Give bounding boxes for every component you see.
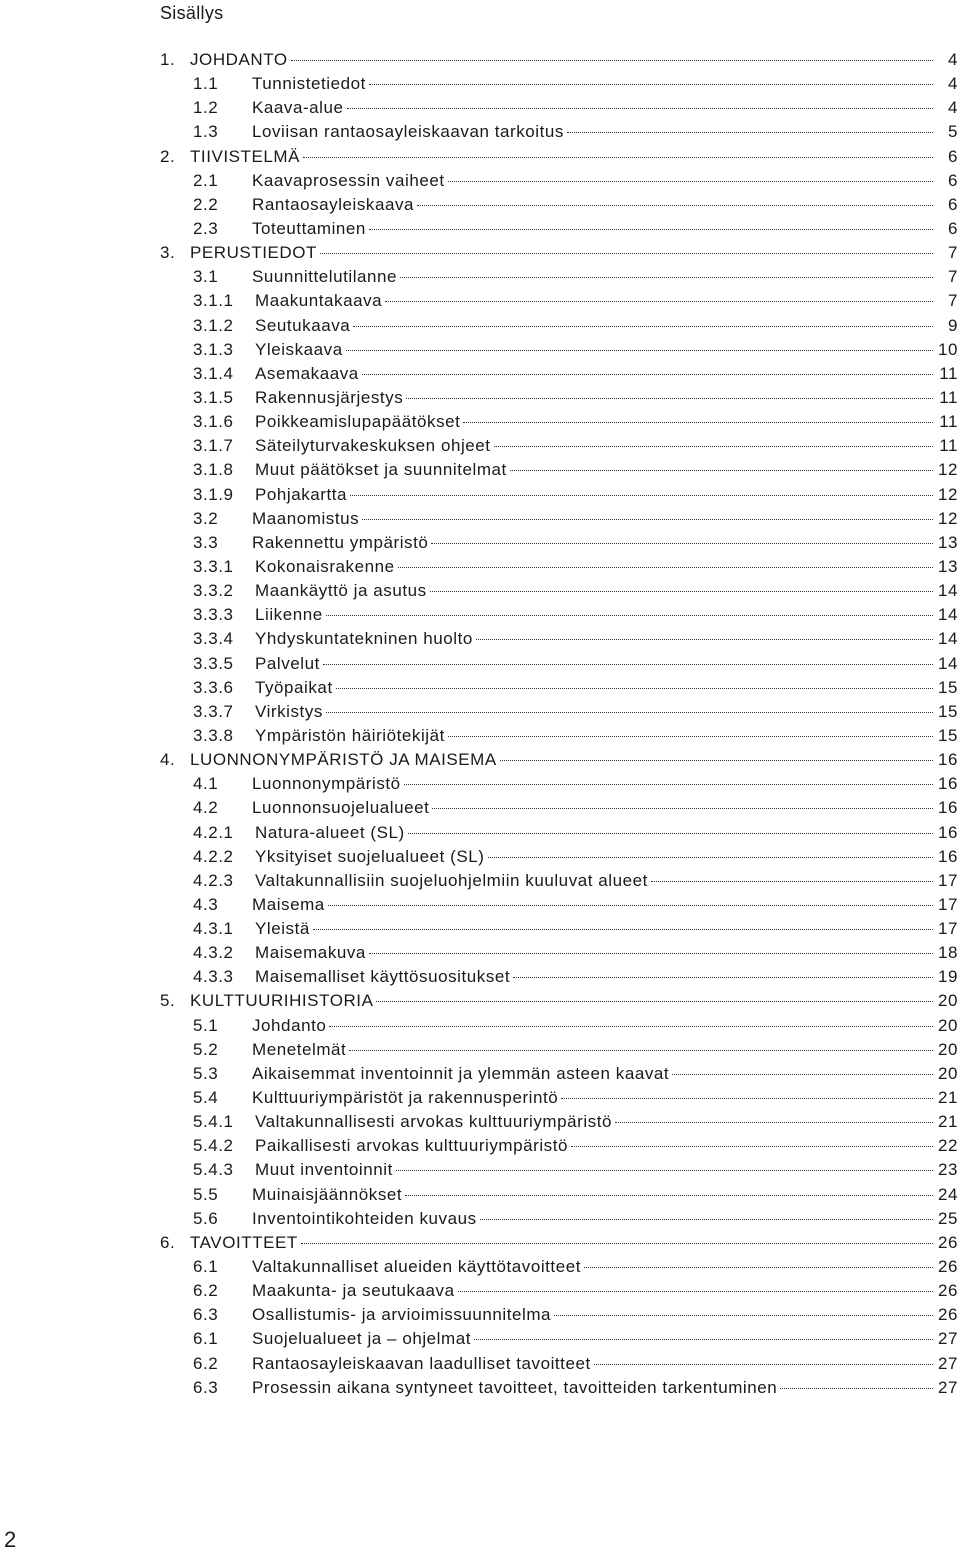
toc-entry[interactable] [160,195,958,219]
toc-entry-number: 4.3.1 [193,919,234,939]
toc-entry-page: 27 [937,1377,958,1397]
toc-entry[interactable] [160,316,958,340]
toc-entry-title: Säteilyturvakeskuksen ohjeet [255,436,491,456]
toc-entry-number: 5.5 [193,1184,219,1204]
toc-entry-page: 6 [947,218,958,238]
dot-leader [326,615,933,616]
toc-entry-number: 3.1.1 [193,291,234,311]
toc-entry-page: 6 [947,170,958,190]
toc-entry[interactable] [160,847,958,871]
toc-entry-title: Maisemakuva [255,943,366,963]
toc-entry-number: 3. [160,243,176,263]
toc-entry[interactable] [160,340,958,364]
toc-entry-page: 12 [937,460,958,480]
toc-entry[interactable] [160,1112,958,1136]
dot-leader [513,977,933,978]
dot-leader [328,905,933,906]
toc-entry-page: 14 [937,581,958,601]
toc-entry-page: 19 [937,967,958,987]
toc-entry-title: PERUSTIEDOT [190,243,317,263]
dot-leader [408,833,933,834]
toc-entry[interactable] [160,98,958,122]
toc-entry-page: 20 [937,1039,958,1059]
toc-entry-page: 11 [939,436,958,456]
toc-entry-title: Valtakunnalliset alueiden käyttötavoitteet [252,1257,581,1277]
toc-entry[interactable] [160,171,958,195]
toc-entry[interactable] [160,798,958,822]
toc-entry[interactable] [160,1064,958,1088]
dot-leader [301,1243,933,1244]
toc-entry-number: 4.2.2 [193,846,234,866]
toc-entry-page: 27 [937,1353,958,1373]
toc-entry-page: 15 [937,677,958,697]
toc-entry[interactable] [160,967,958,991]
toc-entry-title: Muut inventoinnit [255,1160,393,1180]
dot-leader [510,470,933,471]
toc-entry-title: Maisemalliset käyttösuositukset [255,967,511,987]
toc-entry-title: JOHDANTO [190,50,288,69]
dot-leader [458,1291,933,1292]
dot-leader [615,1122,933,1123]
toc-entry-title: Osallistumis- ja arvioimissuunnitelma [252,1305,552,1325]
toc-entry-number: 6.3 [193,1377,219,1397]
toc-entry[interactable] [160,460,958,484]
toc-entry-page: 21 [937,1112,958,1132]
toc-entry-number: 3.3.5 [193,653,234,673]
dot-leader [780,1388,933,1389]
dot-leader [406,398,933,399]
toc-entry-title: Suunnittelutilanne [252,267,398,287]
dot-leader [448,736,933,737]
toc-entry[interactable] [160,702,958,726]
dot-leader [480,1219,933,1220]
toc-entry-title: Suojelualueet ja – ohjelmat [252,1329,471,1349]
toc-entry[interactable] [160,436,958,460]
toc-entry-title: Valtakunnallisiin suojeluohjelmiin kuuluvat alueet [255,870,648,890]
toc-entry-number: 3.3.3 [193,605,234,625]
toc-entry-page: 23 [937,1160,958,1180]
toc-entry-title: Prosessin aikana syntyneet tavoitteet, tavoitteiden tarkentuminen [252,1377,778,1397]
dot-leader [494,446,933,447]
toc-entry-title: Asemakaava [255,363,359,383]
dot-leader [385,301,933,302]
toc-entry-title: Kaavaprosessin vaiheet [252,170,445,190]
toc-entry-page: 13 [937,556,958,576]
toc-entry-page: 20 [937,1015,958,1035]
dot-leader [488,857,934,858]
toc-entry-page: 7 [947,243,958,263]
toc-entry-page: 16 [937,798,958,818]
toc-entry-number: 3.1.7 [193,436,234,456]
dot-leader [349,1050,933,1051]
dot-leader [291,60,933,61]
toc-entry-number: 3.1.2 [193,315,234,335]
toc-entry[interactable] [160,147,958,171]
toc-entry-title: Rakennettu ympäristö [252,532,429,552]
toc-entry-title: Pohjakartta [255,484,348,504]
toc-entry-title: Johdanto [252,1015,327,1035]
dot-leader [350,495,933,496]
dot-leader [346,350,933,351]
toc-entry-number: 4.2 [193,798,219,818]
toc-entry-page: 12 [937,508,958,528]
toc-entry-number: 3.2 [193,508,219,528]
toc-entry-number: 4.3.2 [193,943,234,963]
toc-entry-page: 4 [947,98,958,118]
toc-entry-number: 2.3 [193,218,219,238]
toc-entry-number: 5.4.3 [193,1160,234,1180]
toc-entry-number: 5.1 [193,1015,219,1035]
toc-entry-number: 4. [160,750,176,770]
toc-entry-number: 2. [160,146,176,166]
dot-leader [398,567,933,568]
toc-entry-number: 1.3 [193,122,219,142]
toc-entry-page: 22 [937,1136,958,1156]
toc-entry-number: 3.1.6 [193,412,234,432]
toc-entry-number: 3.1.4 [193,363,234,383]
toc-entry-title: Kaava-alue [252,98,344,118]
toc-entry-title: Palvelut [255,653,320,673]
toc-entry-number: 4.3.3 [193,967,234,987]
dot-leader [430,591,933,592]
toc-entry-number: 6.3 [193,1305,219,1325]
toc-entry-page: 26 [937,1257,958,1277]
toc-entry-number: 3.1.8 [193,460,234,480]
toc-entry-page: 26 [937,1281,958,1301]
toc-entry-title: Maankäyttö ja asutus [255,581,427,601]
toc-entry[interactable] [160,1088,958,1112]
toc-entry[interactable] [160,1305,958,1329]
toc-entry-number: 3.1.5 [193,387,234,407]
toc-entry-number: 5.2 [193,1039,219,1059]
toc-entry[interactable] [160,678,958,702]
dot-leader [431,543,933,544]
dot-leader [347,108,933,109]
toc-entry[interactable] [160,919,958,943]
toc-entry-title: Maanomistus [252,508,360,528]
toc-entry[interactable] [160,74,958,98]
toc-entry-page: 13 [937,532,958,552]
toc-entry-number: 6.1 [193,1257,219,1277]
toc-entry-title: Maakunta- ja seutukaava [252,1281,455,1301]
dot-leader [353,326,933,327]
toc-entry-title: TAVOITTEET [190,1232,298,1252]
toc-entry-number: 3.3.2 [193,581,234,601]
toc-entry-page: 5 [947,122,958,142]
toc-entry[interactable] [160,654,958,678]
toc-entry-number: 6.2 [193,1281,219,1301]
toc-entry-title: Työpaikat [255,677,333,697]
dot-leader [362,519,933,520]
toc-entry-number: 5.6 [193,1208,219,1228]
toc-entry-number: 3.1.9 [193,484,234,504]
toc-entry-number: 3.3.8 [193,725,234,745]
toc-entry[interactable] [160,895,958,919]
toc-entry[interactable] [160,485,958,509]
toc-entry-number: 1.2 [193,98,219,118]
toc-entry-number: 5.3 [193,1063,219,1083]
toc-entry-title: Kulttuuriympäristöt ja rakennusperintö [252,1088,559,1108]
toc-entry-title: Muinaisjäännökset [252,1184,403,1204]
dot-leader [672,1074,933,1075]
toc-entry[interactable] [160,291,958,315]
dot-leader [567,132,933,133]
toc-entry-page: 21 [937,1088,958,1108]
toc-entry-page: 15 [937,725,958,745]
toc-entry[interactable] [160,1281,958,1305]
dot-leader [448,181,933,182]
toc-entry-page: 20 [937,1063,958,1083]
toc-entry[interactable] [160,1016,958,1040]
toc-entry-page: 25 [937,1208,958,1228]
dot-leader [432,808,933,809]
toc-entry[interactable] [160,219,958,243]
toc-entry[interactable] [160,1185,958,1209]
toc-entry-title: KULTTUURIHISTORIA [190,991,374,1011]
toc-entry-page: 9 [947,315,958,335]
toc-entry-page: 14 [937,653,958,673]
toc-entry-number: 3.1.3 [193,339,234,359]
toc-entry-number: 6.2 [193,1353,219,1373]
dot-leader [323,664,933,665]
toc-entry[interactable] [160,1329,958,1353]
toc-entry[interactable] [160,943,958,967]
toc-entry-title: Maakuntakaava [255,291,383,311]
toc-entry-title: Rantaosayleiskaavan laadulliset tavoitteet [252,1353,591,1373]
toc-entry[interactable] [160,243,958,267]
toc-entry-number: 3.3.4 [193,629,234,649]
toc-entry[interactable] [160,1257,958,1281]
toc-entry-title: Yleiskaava [255,339,343,359]
toc-entry-title: Luonnonympäristö [252,774,401,794]
toc-entry-title: Paikallisesti arvokas kulttuuriympäristö [255,1136,568,1156]
toc-entry[interactable] [160,557,958,581]
toc-entry-title: Aikaisemmat inventoinnit ja ylemmän asteen kaavat [252,1063,670,1083]
toc-entry-title: Valtakunnallisesti arvokas kulttuuriympäristö [255,1112,613,1132]
toc-entry-title: Menetelmät [252,1039,347,1059]
toc-entry-number: 4.2.3 [193,870,234,890]
toc-entry[interactable] [160,509,958,533]
toc-entry-title: Yksityiset suojelualueet (SL) [255,846,485,866]
dot-leader [554,1315,933,1316]
toc-entry-page: 4 [947,74,958,94]
toc-entry-number: 5. [160,991,176,1011]
dot-leader [404,784,933,785]
toc-entry-page: 7 [947,291,958,311]
toc-entry-page: 14 [937,605,958,625]
toc-entry-number: 6.1 [193,1329,219,1349]
toc-entry-page: 17 [937,894,958,914]
toc-entry-page: 17 [937,919,958,939]
dot-leader [400,277,933,278]
toc-entry[interactable] [160,1136,958,1160]
dot-leader [336,688,933,689]
toc-entry[interactable] [160,1160,958,1184]
toc-entry-number: 3.3.6 [193,677,234,697]
toc-entry[interactable] [160,774,958,798]
toc-entry-number: 5.4 [193,1088,219,1108]
toc-entry-page: 16 [937,846,958,866]
toc-entry-title: Inventointikohteiden kuvaus [252,1208,477,1228]
toc-entry-number: 6. [160,1232,176,1252]
dot-leader [500,760,933,761]
toc-entry-number: 4.2.1 [193,822,234,842]
toc-entry[interactable] [160,267,958,291]
toc-entry-title: Liikenne [255,605,323,625]
dot-leader [369,229,933,230]
dot-leader [329,1026,933,1027]
toc-entry-page: 18 [937,943,958,963]
dot-leader [651,881,933,882]
toc-entry[interactable] [160,991,958,1015]
dot-leader [313,929,933,930]
dot-leader [561,1098,933,1099]
dot-leader [417,205,933,206]
toc-entry-number: 2.2 [193,194,219,214]
dot-leader [571,1146,933,1147]
dot-leader [376,1001,933,1002]
dot-leader [369,84,933,85]
page-number: 2 [4,1527,17,1552]
toc-entry-page: 11 [939,363,958,383]
toc-entry-page: 12 [937,484,958,504]
toc-entry-number: 2.1 [193,170,219,190]
toc-entry-title: Toteuttaminen [252,218,366,238]
toc-entry-page: 14 [937,629,958,649]
toc-entry[interactable] [160,629,958,653]
dot-leader [594,1364,933,1365]
toc-entry-number: 3.3.7 [193,701,234,721]
toc-entry-number: 4.3 [193,894,219,914]
toc-entry[interactable] [160,122,958,146]
page-title: Sisällys [160,3,224,23]
toc-entry-title: Loviisan rantaosayleiskaavan tarkoitus [252,122,564,142]
dot-leader [303,157,933,158]
toc-entry[interactable] [160,1233,958,1257]
toc-entry-title: Ympäristön häiriötekijät [255,725,445,745]
table-of-contents [160,50,958,1402]
toc-entry-title: Luonnonsuojelualueet [252,798,430,818]
dot-leader [476,639,933,640]
dot-leader [369,953,933,954]
toc-entry-title: Poikkeamislupapäätökset [255,412,461,432]
toc-entry[interactable] [160,605,958,629]
toc-entry-page: 7 [947,267,958,287]
toc-entry[interactable] [160,823,958,847]
toc-entry[interactable] [160,1378,958,1402]
toc-entry[interactable] [160,364,958,388]
toc-entry-title: Kokonaisrakenne [255,556,395,576]
toc-entry-page: 15 [937,701,958,721]
toc-entry[interactable] [160,412,958,436]
toc-entry[interactable] [160,726,958,750]
dot-leader [320,253,933,254]
toc-entry-title: Seutukaava [255,315,351,335]
toc-entry[interactable] [160,1354,958,1378]
toc-entry-page: 24 [937,1184,958,1204]
toc-entry-number: 1. [160,50,176,69]
toc-entry-title: LUONNONYMPÄRISTÖ JA MAISEMA [190,750,497,770]
toc-entry-page: 6 [947,146,958,166]
toc-entry-page: 26 [937,1305,958,1325]
toc-entry-title: Natura-alueet (SL) [255,822,405,842]
toc-entry-number: 1.1 [193,74,219,94]
toc-entry-title: TIIVISTELMÄ [190,146,300,166]
toc-entry-number: 3.3.1 [193,556,234,576]
toc-entry-page: 17 [937,870,958,890]
toc-entry-title: Yhdyskuntatekninen huolto [255,629,473,649]
toc-entry-number: 5.4.1 [193,1112,234,1132]
dot-leader [326,712,933,713]
toc-entry-page: 4 [947,50,958,69]
toc-entry[interactable] [160,871,958,895]
toc-entry-number: 3.1 [193,267,219,287]
toc-entry-number: 3.3 [193,532,219,552]
toc-entry-title: Muut päätökset ja suunnitelmat [255,460,507,480]
dot-leader [474,1339,933,1340]
dot-leader [463,422,933,423]
dot-leader [396,1170,933,1171]
toc-entry-page: 20 [937,991,958,1011]
toc-entry-page: 10 [937,339,958,359]
toc-entry-title: Yleistä [255,919,310,939]
toc-entry[interactable] [160,750,958,774]
dot-leader [405,1195,933,1196]
toc-entry-page: 11 [939,387,958,407]
toc-entry[interactable] [160,50,958,74]
toc-entry-number: 4.1 [193,774,219,794]
toc-entry-title: Virkistys [255,701,323,721]
toc-entry-page: 16 [937,822,958,842]
toc-entry-page: 16 [937,750,958,770]
toc-entry[interactable] [160,1209,958,1233]
toc-entry[interactable] [160,533,958,557]
toc-entry[interactable] [160,1040,958,1064]
toc-entry-page: 27 [937,1329,958,1349]
toc-entry-number: 5.4.2 [193,1136,234,1156]
toc-entry-page: 16 [937,774,958,794]
toc-entry-page: 11 [939,412,958,432]
dot-leader [584,1267,933,1268]
toc-entry-page: 26 [937,1232,958,1252]
toc-entry[interactable] [160,581,958,605]
toc-entry-title: Maisema [252,894,325,914]
dot-leader [362,374,933,375]
toc-entry[interactable] [160,388,958,412]
toc-entry-page: 6 [947,194,958,214]
toc-entry-title: Rakennusjärjestys [255,387,404,407]
toc-entry-title: Rantaosayleiskaava [252,194,415,214]
toc-entry-title: Tunnistetiedot [252,74,366,94]
